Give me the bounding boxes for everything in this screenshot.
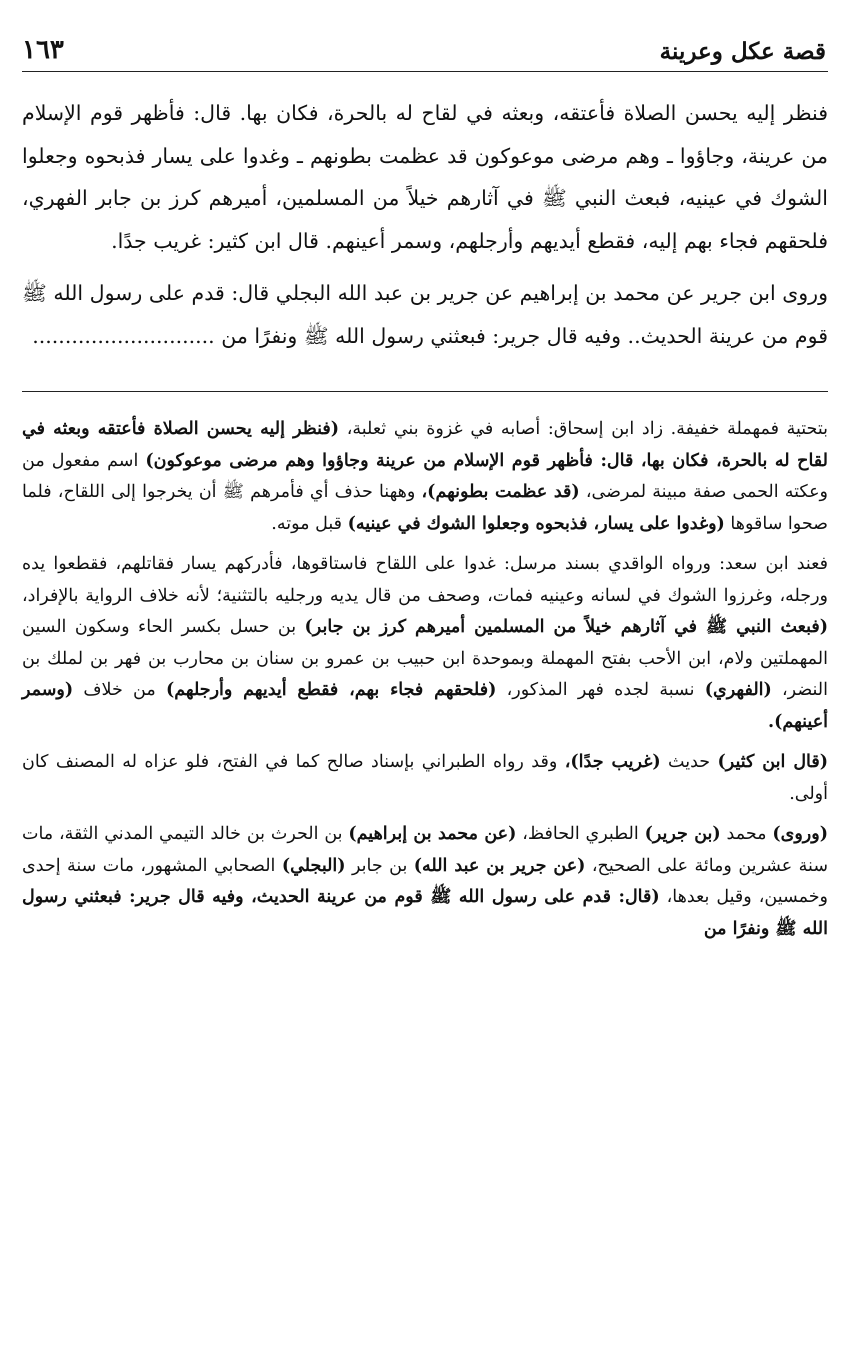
- commentary-text: وههنا حذف أي فأمرهم ﷺ أن يخرجوا إلى اللقاح، فلما صحوا ساقوها: [22, 482, 828, 534]
- commentary-text: بتحتية فمهملة خفيفة. زاد ابن إسحاق: أصابه في غزوة بني ثعلبة،: [339, 419, 828, 439]
- quoted-text: (فلحقهم فجاء بهم، فقطع أيديهم وأرجلهم): [166, 680, 497, 700]
- commentary-paragraph-3: [22, 747, 828, 810]
- running-title: قصة عكل وعرينة: [659, 38, 826, 65]
- quoted-text: (البجلي): [281, 855, 346, 876]
- commentary-paragraph-1: [22, 414, 828, 540]
- quoted-text: (غريب جدًا)،: [564, 752, 661, 772]
- main-paragraph-2: [22, 272, 828, 357]
- commentary: [22, 414, 828, 945]
- commentary-text: الصحابي المشهور، مات سنة إحدى وخمسين، وقيل بعدها،: [22, 855, 828, 907]
- page-number: ١٦٣: [22, 35, 64, 65]
- commentary-text: قبل موته.: [271, 513, 348, 534]
- commentary-text: فعند ابن سعد: ورواه الواقدي بسند مرسل: غدوا على اللقاح فاستاقوها، فأدركهم يسار فقاتلهم، فقطعوا يده ورجله، وغرزوا الشوك في لسانه وعينيه فمات، وصحف من قال يديه ورجليه بالتثنية؛ لأنه خلاف الرواية بالإفراد،: [22, 554, 828, 606]
- ellipsis-dots: ............................: [32, 323, 215, 348]
- quoted-text: (الفهري): [704, 680, 772, 700]
- commentary-text: من خلاف: [73, 680, 166, 700]
- main-paragraph-2-text: وروى ابن جرير عن محمد بن إبراهيم عن جرير بن عبد الله البجلي قال: قدم على رسول الله ﷺ قوم من عرينة الحديث.. وفيه قال جرير: فبعثني رسول الله ﷺ ونفرًا من: [22, 281, 828, 348]
- commentary-paragraph-4: [22, 819, 828, 945]
- quoted-text: (وسمر أعينهم).: [22, 680, 828, 732]
- commentary-text: بن حسل بكسر الحاء وسكون السين المهملتين ولام، ابن الأحب بفتح المهملة وبموحدة ابن حبيب بن عمرو بن سنان بن محارب بن فهر بن لملك بن النضر،: [22, 617, 828, 700]
- quoted-text: (عن محمد بن إبراهيم): [348, 824, 517, 844]
- commentary-text: محمد: [720, 824, 773, 844]
- commentary-text: نسبة لجده فهر المذكور،: [496, 680, 705, 700]
- quoted-text: (قال ابن كثير): [717, 752, 829, 772]
- commentary-paragraph-2: [22, 549, 828, 738]
- quoted-text: (فنظر إليه يحسن الصلاة فأعتقه وبعثه في لقاح له بالحرة، فكان بها، قال: فأظهر قوم الإسلام من عرينة وجاؤوا وهم مرضى موعوكون): [22, 419, 828, 471]
- book-page: [22, 28, 828, 945]
- quoted-text: (وروى): [772, 824, 828, 844]
- commentary-text: بن جابر: [345, 855, 414, 876]
- quoted-text: (قال: قدم على رسول الله ﷺ قوم من عرينة الحديث، وفيه قال جرير: فبعثني رسول الله ﷺ ونفرًا من: [22, 887, 828, 939]
- main-paragraph-1: فنظر إليه يحسن الصلاة فأعتقه، وبعثه في لقاح له بالحرة، فكان بها. قال: فأظهر قوم الإسلام من عرينة، وجاؤوا ـ وهم مرضى موعوكون قد عظمت بطونهم ـ وغدوا على يسار فذبحوه وجعلوا الشوك في عينيه، فبعث النبي ﷺ في آثارهم خيلاً من المسلمين، أميرهم كرز بن جابر الفهري، فلحقهم فجاء بهم إليه، فقطع أيديهم وأرجلهم، وسمر أعينهم. قال ابن كثير: غريب جدًا.: [22, 101, 828, 253]
- quoted-text: (قد عظمت بطونهم)،: [421, 482, 580, 502]
- quoted-text: (عن جرير بن عبد الله): [413, 855, 586, 876]
- commentary-text: الطبري الحافظ،: [516, 824, 645, 844]
- commentary-text: حديث: [660, 752, 718, 772]
- quoted-text: (بن جرير): [644, 824, 721, 844]
- commentary-text: وقد رواه الطبراني بإسناد صالح كما في الفتح، فلو عزاه له المصنف كان أولى.: [22, 752, 828, 804]
- quoted-text: (وغدوا على يسار، فذبحوه وجعلوا الشوك في عينيه): [347, 513, 725, 534]
- commentary-text: اسم مفعول من وعكته الحمى صفة مبينة لمرضى،: [22, 450, 828, 502]
- quoted-text: (فبعث النبي ﷺ في آثارهم خيلاً من المسلمين أميرهم كرز بن جابر): [304, 617, 829, 637]
- commentary-text: بن الحرث بن خالد التيمي المدني الثقة، مات سنة عشرين ومائة على الصحيح،: [22, 824, 828, 876]
- footnote-separator: [22, 391, 828, 392]
- main-text: [22, 92, 828, 357]
- page-header: [22, 28, 828, 72]
